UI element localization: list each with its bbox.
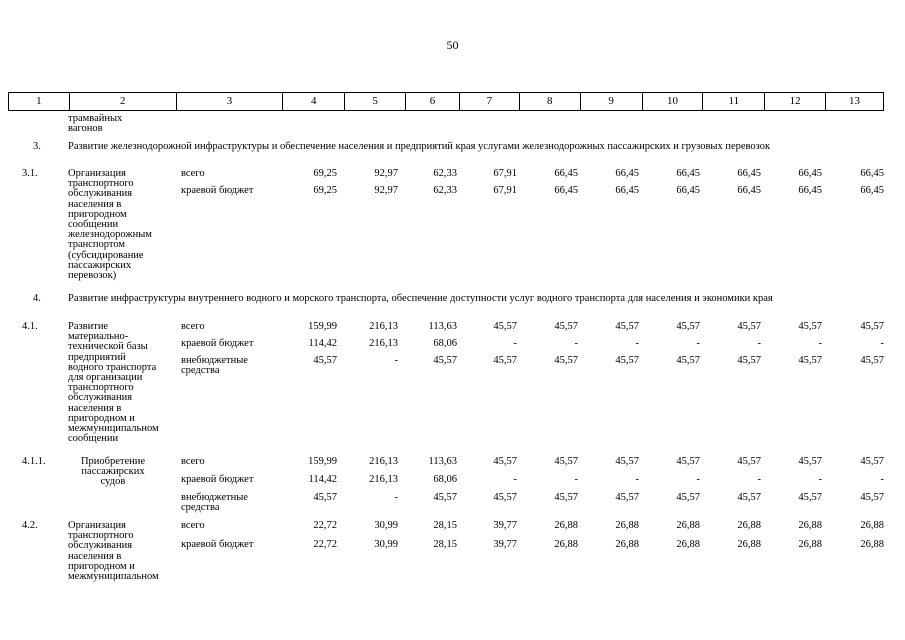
value-cell: 26,88 — [737, 520, 761, 531]
value-cell: 28,15 — [433, 520, 457, 531]
value-cell: 39,77 — [493, 539, 517, 550]
value-cell: 45,57 — [860, 492, 884, 503]
value-cell: 45,57 — [737, 456, 761, 467]
header-cell-5: 5 — [344, 93, 405, 110]
header-cell-12: 12 — [764, 93, 825, 110]
value-cell: 66,45 — [798, 168, 822, 179]
value-cell: - — [574, 338, 578, 349]
funding-source-label: краевой бюджет — [181, 185, 254, 196]
value-cell: 45,57 — [737, 355, 761, 366]
value-cell: - — [818, 474, 822, 485]
item-number: 4.1. — [22, 321, 38, 332]
value-cell: 45,57 — [554, 355, 578, 366]
value-cell: 45,57 — [493, 492, 517, 503]
value-cell: 39,77 — [493, 520, 517, 531]
header-cell-10: 10 — [642, 93, 703, 110]
value-cell: 26,88 — [615, 520, 639, 531]
value-cell: 45,57 — [313, 492, 337, 503]
funding-source-label: всего — [181, 168, 205, 179]
value-cell: 45,57 — [615, 321, 639, 332]
value-cell: - — [696, 338, 700, 349]
value-cell: 30,99 — [374, 539, 398, 550]
value-cell: 26,88 — [615, 539, 639, 550]
value-cell: - — [394, 492, 398, 503]
value-cell: 45,57 — [554, 321, 578, 332]
value-cell: 45,57 — [615, 355, 639, 366]
value-cell: 69,25 — [313, 168, 337, 179]
item-number: 4.2. — [22, 520, 38, 531]
value-cell: 45,57 — [493, 355, 517, 366]
value-cell: - — [818, 338, 822, 349]
value-cell: 28,15 — [433, 539, 457, 550]
value-cell: 69,25 — [313, 185, 337, 196]
value-cell: 45,57 — [737, 321, 761, 332]
value-cell: 45,57 — [615, 456, 639, 467]
value-cell: - — [394, 355, 398, 366]
value-cell: - — [757, 474, 761, 485]
value-cell: 216,13 — [369, 338, 398, 349]
funding-source-label: краевой бюджет — [181, 474, 254, 485]
item-number: 4.1.1. — [22, 456, 46, 467]
funding-source-label: краевой бюджет — [181, 539, 254, 550]
item-name: Приобретение пассажирских судов — [80, 456, 146, 488]
value-cell: 22,72 — [313, 520, 337, 531]
value-cell: 66,45 — [676, 185, 700, 196]
value-cell: 114,42 — [308, 474, 337, 485]
value-cell: 66,45 — [615, 168, 639, 179]
value-cell: 66,45 — [860, 185, 884, 196]
page-number: 50 — [446, 38, 459, 52]
value-cell: 26,88 — [860, 539, 884, 550]
funding-source-label: всего — [181, 456, 205, 467]
value-cell: 92,97 — [374, 185, 398, 196]
value-cell: - — [880, 338, 884, 349]
section-number: 4. — [33, 293, 41, 304]
value-cell: - — [574, 474, 578, 485]
header-cell-8: 8 — [519, 93, 580, 110]
value-cell: 26,88 — [737, 539, 761, 550]
section-number: 3. — [33, 141, 41, 152]
value-cell: 159,99 — [308, 321, 337, 332]
value-cell: - — [513, 474, 517, 485]
value-cell: 68,06 — [433, 474, 457, 485]
value-cell: 45,57 — [676, 355, 700, 366]
value-cell: 45,57 — [860, 456, 884, 467]
value-cell: - — [696, 474, 700, 485]
value-cell: 45,57 — [433, 492, 457, 503]
value-cell: - — [635, 338, 639, 349]
value-cell: 66,45 — [860, 168, 884, 179]
value-cell: 45,57 — [554, 492, 578, 503]
value-cell: 26,88 — [798, 539, 822, 550]
value-cell: 45,57 — [860, 321, 884, 332]
value-cell: 216,13 — [369, 321, 398, 332]
value-cell: 67,91 — [493, 185, 517, 196]
value-cell: 26,88 — [860, 520, 884, 531]
value-cell: 216,13 — [369, 474, 398, 485]
section-title: Развитие железнодорожной инфраструктуры и обеспечение населения и предприятий края услугами железнодорожных пассажирских и грузовых перевозок — [68, 141, 771, 152]
funding-source-label: краевой бюджет — [181, 338, 254, 349]
value-cell: 45,57 — [676, 456, 700, 467]
header-cell-13: 13 — [825, 93, 883, 110]
value-cell: 114,42 — [308, 338, 337, 349]
funding-source-label: всего — [181, 321, 205, 332]
section-title: Развитие инфраструктуры внутреннего водного и морского транспорта, обеспечение доступности услуг водного транспорта для населения и экономики края — [68, 293, 773, 304]
value-cell: 113,63 — [428, 321, 457, 332]
value-cell: 26,88 — [554, 520, 578, 531]
row-name-continuation: трамвайных вагонов — [68, 113, 123, 135]
value-cell: 66,45 — [554, 185, 578, 196]
table-header-row — [8, 92, 884, 111]
value-cell: 159,99 — [308, 456, 337, 467]
value-cell: 45,57 — [676, 321, 700, 332]
value-cell: 45,57 — [798, 456, 822, 467]
value-cell: - — [880, 474, 884, 485]
item-name: Организация транспортного обслуживания населения в пригородном сообщении железнодорожным транспортом (субсидирование пассажирских перевозок) — [68, 168, 152, 282]
value-cell: 216,13 — [369, 456, 398, 467]
value-cell: 66,45 — [798, 185, 822, 196]
value-cell: 45,57 — [798, 492, 822, 503]
value-cell: 62,33 — [433, 185, 457, 196]
funding-source-label: внебюджетные средства — [181, 355, 248, 377]
value-cell: 45,57 — [493, 456, 517, 467]
value-cell: 26,88 — [676, 539, 700, 550]
value-cell: 45,57 — [798, 321, 822, 332]
header-cell-11: 11 — [702, 93, 764, 110]
item-number: 3.1. — [22, 168, 38, 179]
value-cell: 26,88 — [676, 520, 700, 531]
value-cell: 92,97 — [374, 168, 398, 179]
value-cell: 66,45 — [737, 168, 761, 179]
header-cell-9: 9 — [580, 93, 642, 110]
value-cell: - — [513, 338, 517, 349]
value-cell: 45,57 — [554, 456, 578, 467]
value-cell: 45,57 — [676, 492, 700, 503]
value-cell: 66,45 — [676, 168, 700, 179]
value-cell: 45,57 — [433, 355, 457, 366]
header-cell-1: 1 — [36, 95, 42, 107]
value-cell: 45,57 — [737, 492, 761, 503]
header-cell-2: 2 — [69, 93, 176, 110]
header-cell-6: 6 — [405, 93, 459, 110]
header-cell-3: 3 — [176, 93, 283, 110]
value-cell: 45,57 — [615, 492, 639, 503]
value-cell: 68,06 — [433, 338, 457, 349]
header-cell-4: 4 — [282, 93, 344, 110]
value-cell: 26,88 — [554, 539, 578, 550]
funding-source-label: всего — [181, 520, 205, 531]
value-cell: 67,91 — [493, 168, 517, 179]
value-cell: 113,63 — [428, 456, 457, 467]
item-name: Развитие материально- технической базы предприятий водного транспорта для организации транспортного обслуживания населения в пригородном и межмуниципальном сообщении — [68, 321, 159, 445]
value-cell: 45,57 — [313, 355, 337, 366]
value-cell: - — [757, 338, 761, 349]
funding-source-label: внебюджетные средства — [181, 492, 248, 514]
value-cell: 66,45 — [737, 185, 761, 196]
value-cell: 66,45 — [554, 168, 578, 179]
value-cell: 45,57 — [493, 321, 517, 332]
value-cell: 22,72 — [313, 539, 337, 550]
value-cell: 45,57 — [860, 355, 884, 366]
value-cell: 30,99 — [374, 520, 398, 531]
value-cell: 26,88 — [798, 520, 822, 531]
value-cell: 45,57 — [798, 355, 822, 366]
header-cell-7: 7 — [459, 93, 519, 110]
item-name: Организация транспортного обслуживания населения в пригородном и межмуниципальном — [68, 520, 159, 583]
value-cell: 62,33 — [433, 168, 457, 179]
value-cell: 66,45 — [615, 185, 639, 196]
value-cell: - — [635, 474, 639, 485]
